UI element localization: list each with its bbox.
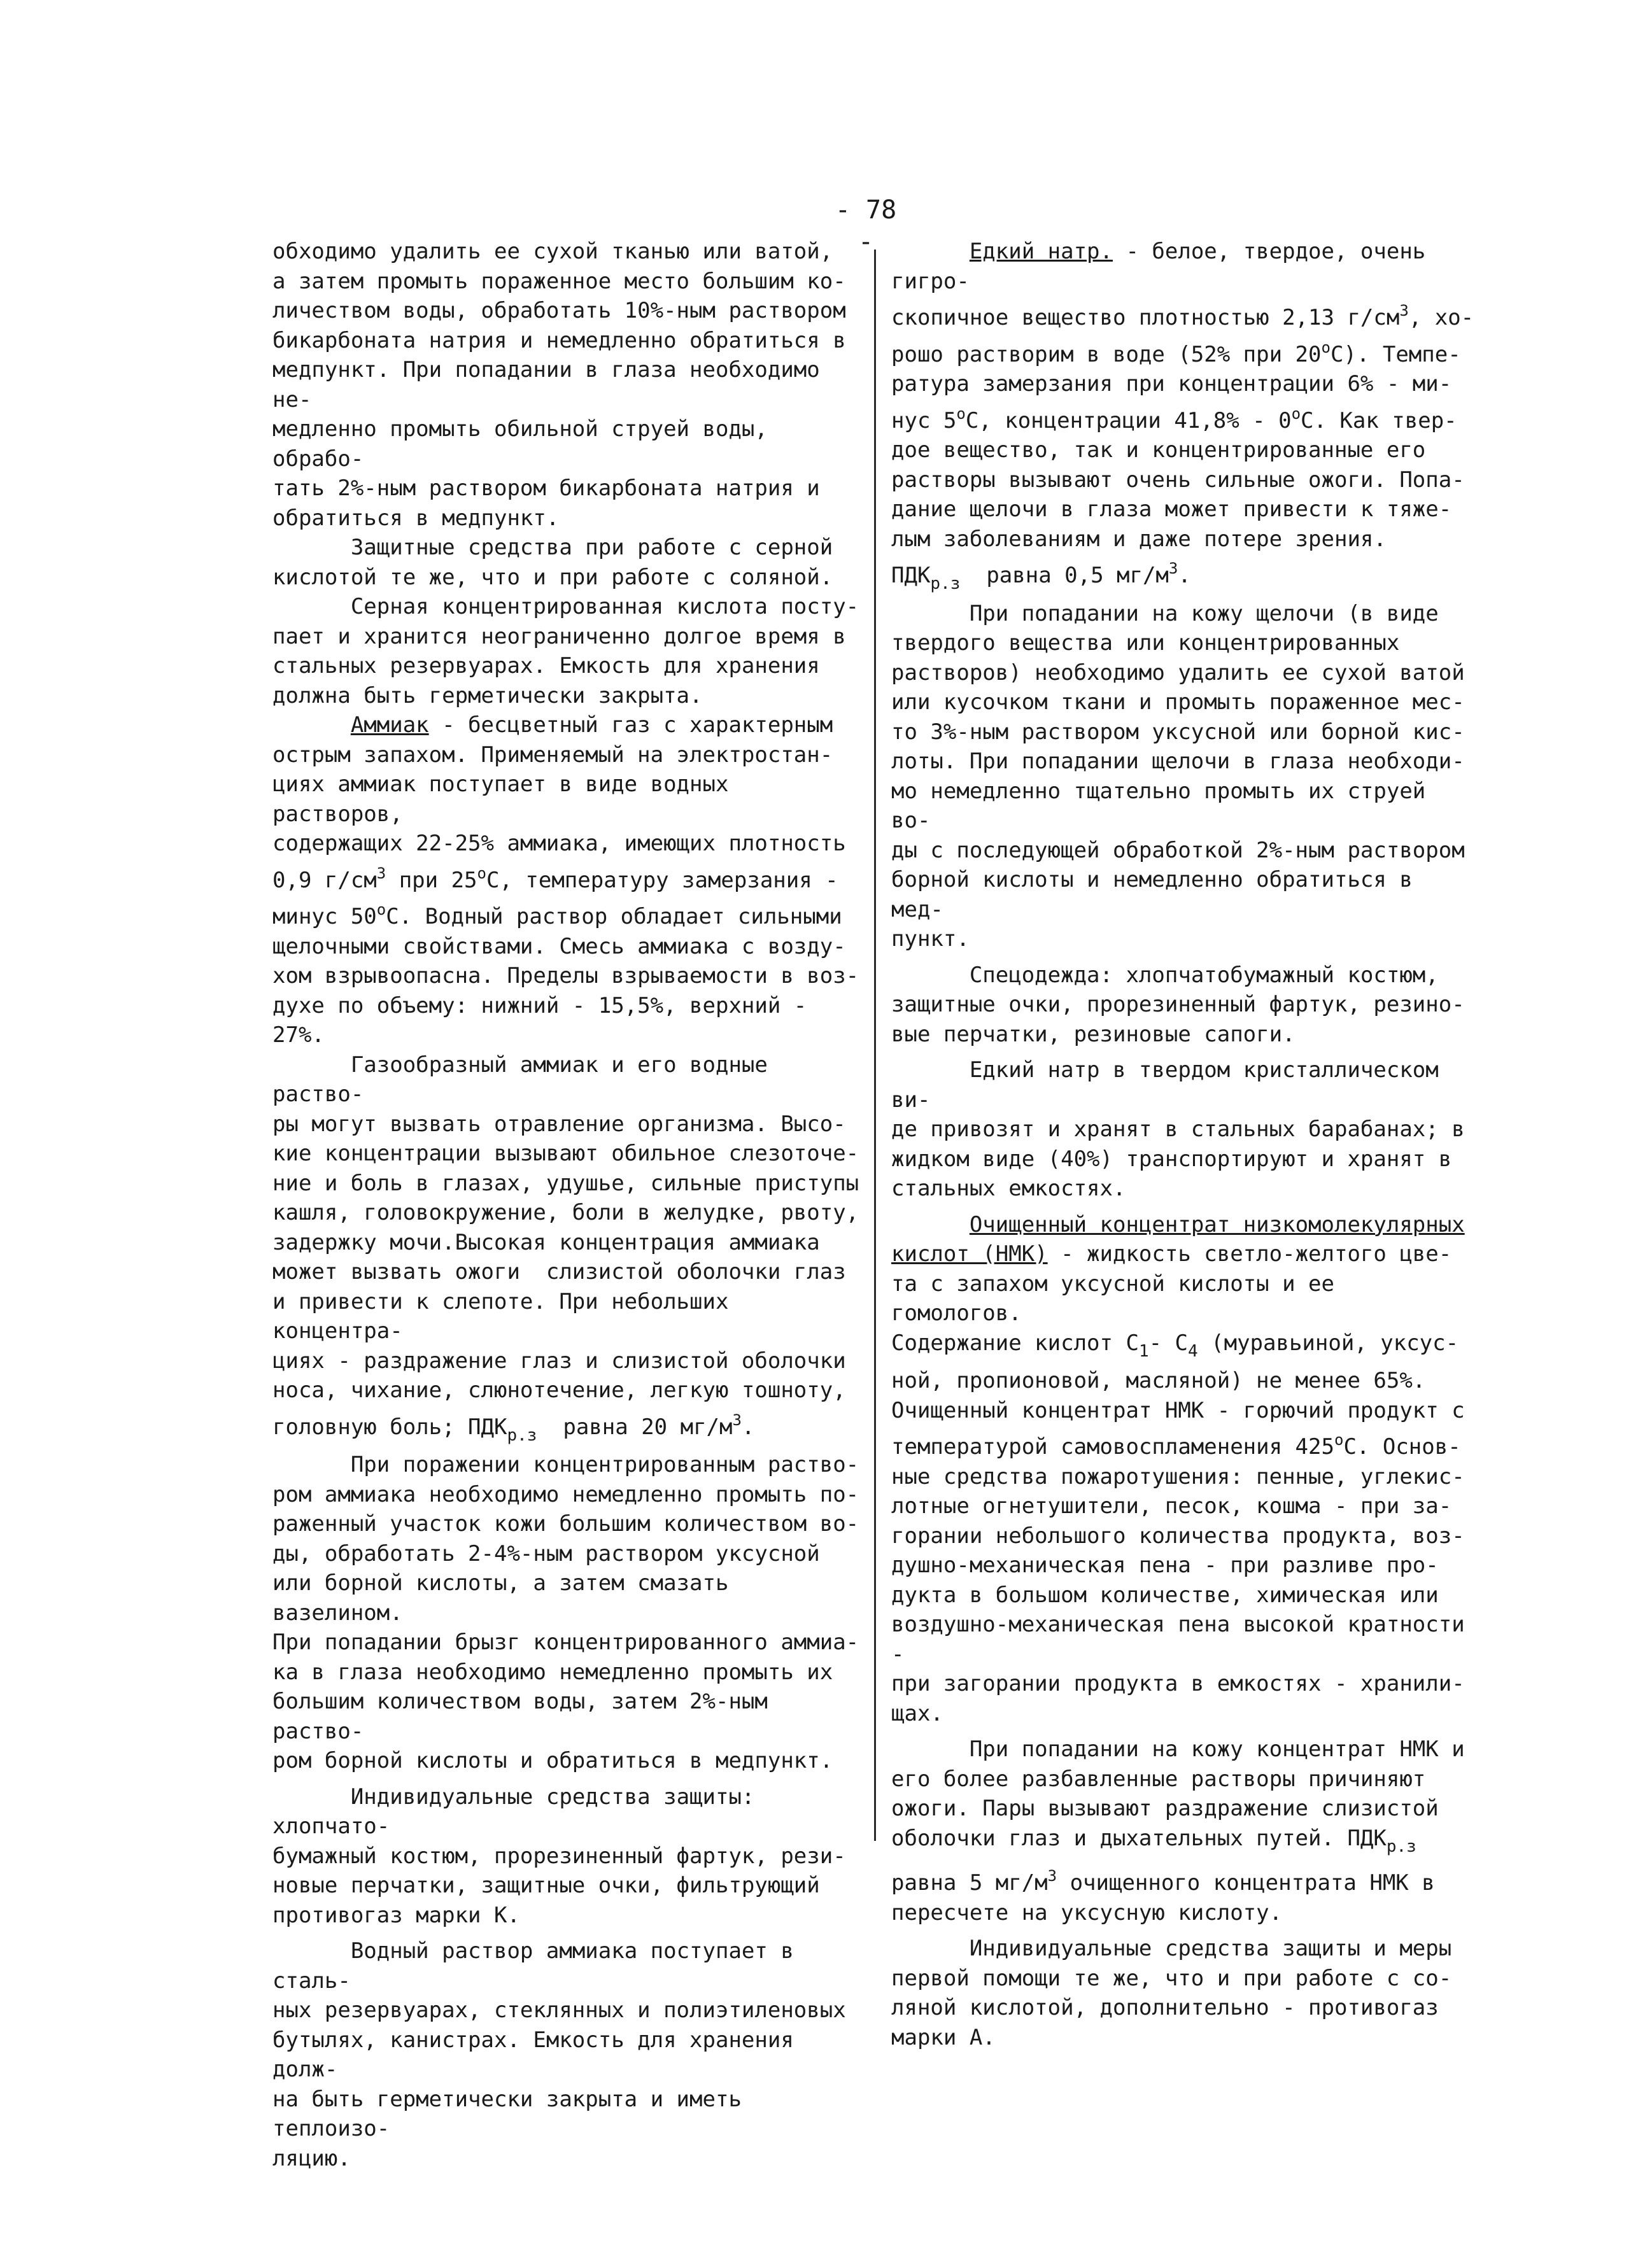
left-column [272,237,865,2173]
heading-nmk-line1: Очищенный концентрат низкомолекулярных [969,1211,1465,1237]
paragraph-caustic-soda: Едкий натр. - белое, твердое, очень гигро- скопичное вещество плотностью 2,13 $г/см^3$, хо- рошо растворим в воде (52% при 20$^o$С). Темпе- ратура замерзания при концентрации 6% - ми- нус 5$^o$С, концентрации 41,8% - 0$^o$С. Как твер- дое вещество, так и концентрированные его растворы вызывают очень сильные ожоги. Попа- дание щелочи в глаза может привести к тяже- лым заболеваниям и даже потере зрения. $ПДК_{р.з}$ равна 0,5 $мг/м^3$. [891,239,1474,593]
paragraph-caustic-first-aid: При попадании на кожу щелочи (в виде твердого вещества или концентрированных растворов) необходимо удалить ее сухой ватой или кусочком ткани и промыть пораженное мес- то 3%-ным раствором уксусной или борной кис- лоты. При попадании щелочи в глаза необходи- мо немедленно тщательно промыть их струей во- ды с последующей обработкой 2%-ным раствором борной кислоты и немедленно обратиться в мед- пункт. [891,600,1465,952]
heading-nmk-line2: кислот (НМК) [891,1241,1048,1267]
paragraph-ammonia-toxicity: Газообразный аммиак и его водные раство- ры могут вызвать отравление организма. Высо- кие концентрации вызывают обильное слезоточе- ние и боль в глазах, удушье, сильные приступы кашля, головокружение, боли в желудке, рвоту, задержку мочи.Высокая концентрация аммиака может вызвать ожоги слизистой оболочки глаз и привести к слепоте. При небольших концентра- циях - раздражение глаз и слизистой оболочки носа, чихание, слюнотечение, легкую тошноту, головную боль; $ПДК_{р.з}$ равна 20 $мг/м^3$. [272,1052,859,1445]
paragraph-nmk: Очищенный концентрат низкомолекулярных кислот (НМК) - жидкость светло-желтого цве- та с запахом уксусной кислоты и ее гомологов. Содержание кислот $C_1-$ $C_4$ (муравьиной, уксус- ной, пропионовой, масляной) не менее 65%. Очищенный концентрат НМК - горючий продукт с температурой самовоспламенения 425$^o$С. Основ- ные средства пожаротушения: пенные, углекис- лотные огнетушители, песок, кошма - при за- горании небольшого количества продукта, воз- душно-механическая пена - при разливе про- дукта в большом количестве, химическая или воздушно-механическая пена высокой кратности - при загорании продукта в емкостях - хранили- щах. [891,1211,1465,1726]
paragraph-ammonia: Аммиак - бесцветный газ с характерным острым запахом. Применяемый на электростан- циях аммиак поступает в виде водных растворов, содержащих 22-25% аммиака, имеющих плотность 0,9 $г/см^3$ при 25$^o$С, температуру замерзания - минус 50$^o$С. Водный раствор обладает сильными щелочными свойствами. Смесь аммиака с возду- хом взрывоопасна. Пределы взрываемости в воз- духе по объему: нижний - 15,5%, верхний - 27%. [272,712,859,1048]
paragraph-ammonia-ppe: Индивидуальные средства защиты: хлопчато- бумажный костюм, прорезиненный фартук, рези- новые перчатки, защитные очки, фильтрующий противогаз марки К. [272,1784,846,1928]
page-number: - 78 - [835,195,897,257]
paragraph-acid-first-aid: обходимо удалить ее сухой тканью или ватой, а затем промыть пораженное место большим ко- личеством воды, обработать 10%-ным раствором бикарбоната натрия и немедленно обратиться в медпункт. При попадании в глаза необходимо не- медленно промыть обильной струей воды, обрабо- тать 2%-ным раствором бикарбоната натрия и обратиться в медпункт. [272,239,846,531]
right-column [891,237,1477,2052]
paragraph-sulfuric-storage: Серная концентрированная кислота посту- пает и хранится неограниченно долгое время в стальных резервуарах. Емкость для хранения должна быть герметически закрыта. [272,594,859,708]
heading-ammonia: Аммиак [350,712,429,738]
paragraph-nmk-ppe: Индивидуальные средства защиты и меры первой помощи те же, что и при работе с со- ляной кислотой, дополнительно - противогаз марки А. [891,1936,1452,2050]
paragraph-nmk-toxicity: При попадании на кожу концентрат НМК и его более разбавленные растворы причиняют ожоги. Пары вызывают раздражение слизистой оболочки глаз и дыхательных путей. $ПДК_{р.з}$ равна 5 $мг/м^3$ очищенного концентрата НМК в пересчете на уксусную кислоту. [891,1736,1465,1926]
paragraph-sulfuric-protection: Защитные средства при работе с серной кислотой те же, что и при работе с соляной. [272,535,833,590]
paragraph-ammonia-storage: Водный раствор аммиака поступает в сталь- ных резервуарах, стеклянных и полиэтиленовых бутылях, канистрах. Емкость для хранения долж- на быть герметически закрыта и иметь теплоизо- ляцию. [272,1938,846,2171]
heading-caustic-soda: Едкий натр. [969,239,1113,264]
paragraph-ammonia-first-aid: При поражении концентрированным раство- ром аммиака необходимо немедленно промыть по- раженный участок кожи большим количеством во- ды, обработать 2-4%-ным раствором уксусной или борной кислоты, а затем смазать вазелином. При попадании брызг концентрированного аммиа- ка в глаза необходимо немедленно промыть их большим количеством воды, затем 2%-ным раство- ром борной кислоты и обратиться в медпункт. [272,1452,859,1773]
column-divider [874,250,876,1841]
paragraph-caustic-storage: Едкий натр в твердом кристаллическом ви- де привозят и хранят в стальных барабанах; в жидком виде (40%) транспортируют и хранят в стальных емкостях. [891,1057,1465,1201]
paragraph-caustic-ppe: Спецодежда: хлопчатобумажный костюм, защитные очки, прорезиненный фартук, резино- вые перчатки, резиновые сапоги. [891,962,1465,1047]
